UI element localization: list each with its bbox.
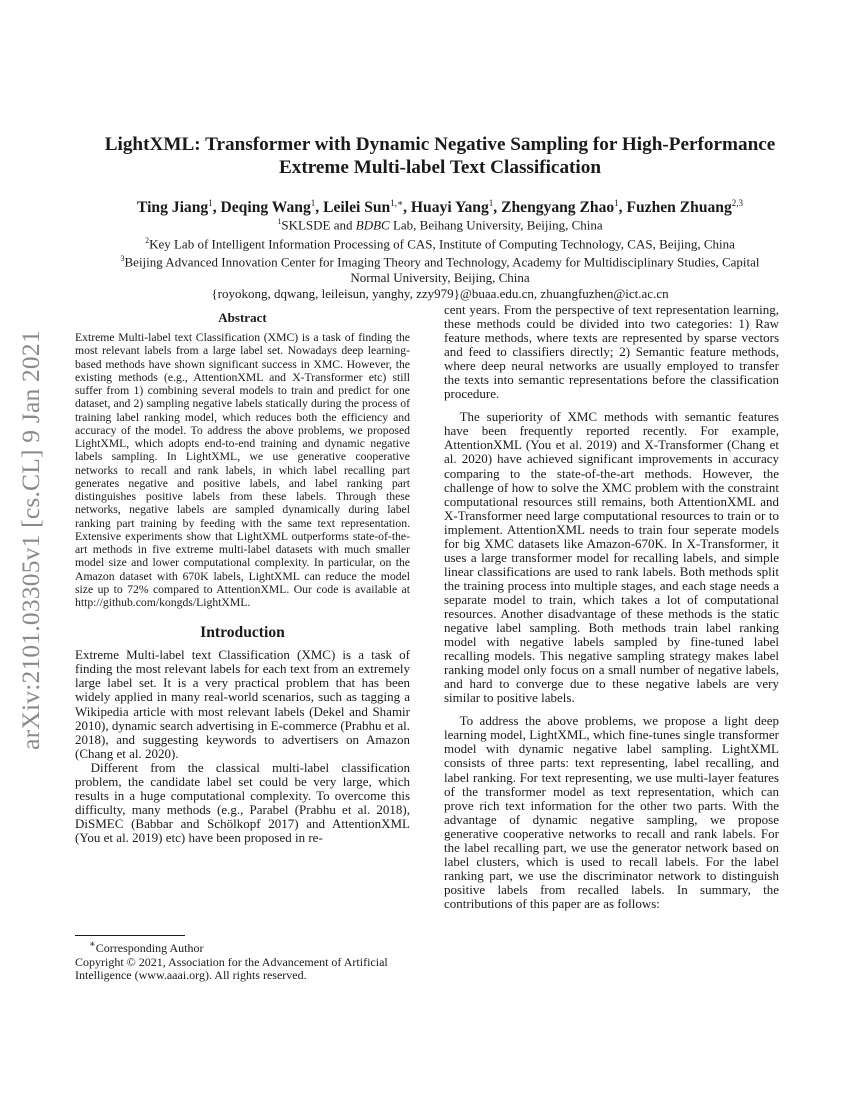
- body-paragraph-continued: cent years. From the perspective of text representation learning, these methods could be divided into two categories: 1) Raw feature methods, where texts are represented by sparse vectors and feed to classifiers directly; 2) Semantic feature methods, where deep neural networks are usually employed to transfer the texts into semantic representations before the classification procedure.: [444, 302, 779, 402]
- author-affiliation-mark: 1: [310, 198, 316, 208]
- right-column: [444, 303, 779, 911]
- introduction-paragraph-1: Extreme Multi-label text Classification (XMC) is a task of finding the most relevant labels for each text from an extremely large label set. It is a very practical problem that has been widely applied in many real-world scenarios, such as tagging a Wikipedia article with most relevant labels (Dekel and Shamir 2010), dynamic search advertising in E-commerce (Prabhu et al. 2018), and suggesting keywords to advertisers on Amazon (Chang et al. 2020).: [75, 647, 410, 761]
- author-name: Huayi Yang: [410, 199, 489, 217]
- affiliation-3: $^3$Beijing Advanced Innovation Center for Imaging Theory and Technology, Academy for Multidisciplinary Studies, Capital: [120, 254, 760, 270]
- abstract-text: Extreme Multi-label text Classification (XMC) is a task of finding the most relevant labels from a large label set. Nowadays deep learning-based methods have shown significant success in XMC. However, the existing methods (e.g., AttentionXML and X-Transformer etc) still suffer from 1) combining several models to train and predict for one dataset, and 2) sampling negative labels statically during the process of training label ranking model, which reduces both the efficiency and accuracy of the model. To address the above problems, we proposed LightXML, which adopts end-to-end training and dynamic negative labels sampling. In LightXML, we use generative cooperative networks to recall and rank labels, in which label recalling part generates negative and positive labels, and label ranking part distinguishes positive labels from these labels. Through these networks, negative labels are sampled dynamically during label ranking part training by feeding with the same text representation. Extensive experiments show that LightXML outperforms state-of-the-art methods in five extreme multi-label datasets with much smaller model size and lower computational complexity. In particular, on the Amazon dataset with 670K labels, LightXML can reduce the model size up to 72% compared to AttentionXML. Our code is available at http://github.com/kongds/LightXML.: [75, 331, 410, 610]
- author-name: Ting Jiang: [136, 199, 209, 217]
- affiliation-1: $^1$SKLSDE and BDBC Lab, Beihang University, Beijing, China: [277, 217, 603, 233]
- author-affiliation-mark: 2,3: [731, 198, 744, 208]
- arxiv-identifier-text: arXiv:2101.03305v1 [cs.CL] 9 Jan 2021: [16, 330, 45, 750]
- author-affiliation-mark: 1: [488, 198, 494, 208]
- author-name: Leilei Sun: [323, 199, 391, 217]
- paper-title-line-1: LightXML: Transformer with Dynamic Negative Sampling for High-Performance: [104, 134, 776, 155]
- author-affiliation-mark: 1,∗: [390, 198, 404, 208]
- abstract-heading: Abstract: [218, 310, 267, 325]
- author-list: Ting Jiang$^1$, Deqing Wang$^1$, Leilei Sun$^{1,∗}$, Huayi Yang$^1$, Zhengyang Zhao$^1$, Fuzhen Zhuang$^{2,3}$: [136, 198, 744, 217]
- author-name: Deqing Wang: [220, 199, 311, 217]
- corresponding-author-note: ∗Corresponding Author: [89, 939, 204, 955]
- left-column: [75, 306, 410, 845]
- affiliations-block: [60, 214, 820, 301]
- author-affiliation-mark: 1: [208, 198, 213, 208]
- copyright-notice: Copyright © 2021, Association for the Advancement of Artificial Intelligence (www.aaai.org). All rights reserved.: [75, 954, 388, 982]
- body-paragraph-superiority: The superiority of XMC methods with semantic features have been frequently reported recently. For example, AttentionXML (You et al. 2019) and X-Transformer (Chang et al. 2020) have achieved significant improvements in accuracy comparing to the state-of-the-art methods. However, the challenge of how to solve the XMC problem with the constraint computational resources still remains, both AttentionXML and X-Transformer need large computational resources to train or to implement. AttentionXML needs to train four seperate models for big XMC datasets like Amazon-670K. In X-Transformer, it uses a large transformer model for recalling labels, and simple linear classifications are used to rank labels. Both methods split the training process into multiple stages, and each stage needs a separate model to train, which takes a lot of computational resources. Another disadvantage of these methods is the static negative label sampling. Both methods train label ranking model with negative labels sampled by fine-tuned label recalling models. This negative sampling strategy makes label ranking model only focus on a small number of negative labels, and hard to converge due to these negative labels are very similar to positive labels.: [444, 409, 779, 706]
- body-paragraph-proposal: To address the above problems, we propose a light deep learning model, LightXML, which fine-tunes single transformer model with dynamic negative label sampling. LightXML consists of three parts: text representing, label recalling, and label ranking. For text representing, we use multi-layer features of the transformer model as text representation, which can prove rich text information for the other two parts. With the advantage of dynamic negative sampling, we propose generative cooperative networks to recall and rank labels. For the label recalling part, we use the generator network based on label clusters, which is used to recall labels. For the label ranking part, we use the discriminator network to distinguish positive labels from recalled labels. In summary, the contributions of this paper are as follows:: [444, 713, 779, 911]
- author-name: Zhengyang Zhao: [501, 199, 615, 217]
- affiliation-2: $^2$Key Lab of Intelligent Information Processing of CAS, Institute of Computing Technology, CAS, Beijing, China: [145, 235, 735, 252]
- author-name: Fuzhen Zhuang: [626, 199, 732, 217]
- footnote-divider: [75, 935, 185, 936]
- affiliation-3-continued: Normal University, Beijing, China: [350, 270, 530, 286]
- author-emails: {royokong, dqwang, leileisun, yanghy, zzy979}@buaa.edu.cn, zhuangfuzhen@ict.ac.cn: [211, 285, 669, 301]
- footnote-block: [75, 935, 410, 983]
- paper-title: [60, 133, 820, 179]
- paper-title-line-2: Extreme Multi-label Text Classification: [278, 157, 602, 178]
- introduction-heading: Introduction: [200, 624, 285, 642]
- introduction-paragraph-2: Different from the classical multi-label classification problem, the candidate label set could be very large, which results in a huge computational complexity. To overcome this difficulty, many methods (e.g., Parabel (Prabhu et al. 2018), DiSMEC (Babbar and Schölkopf 2017) and AttentionXML (You et al. 2019) etc) have been proposed in re-: [75, 759, 410, 845]
- arxiv-identifier-stamp: [6, 300, 56, 780]
- author-affiliation-mark: 1: [614, 198, 619, 208]
